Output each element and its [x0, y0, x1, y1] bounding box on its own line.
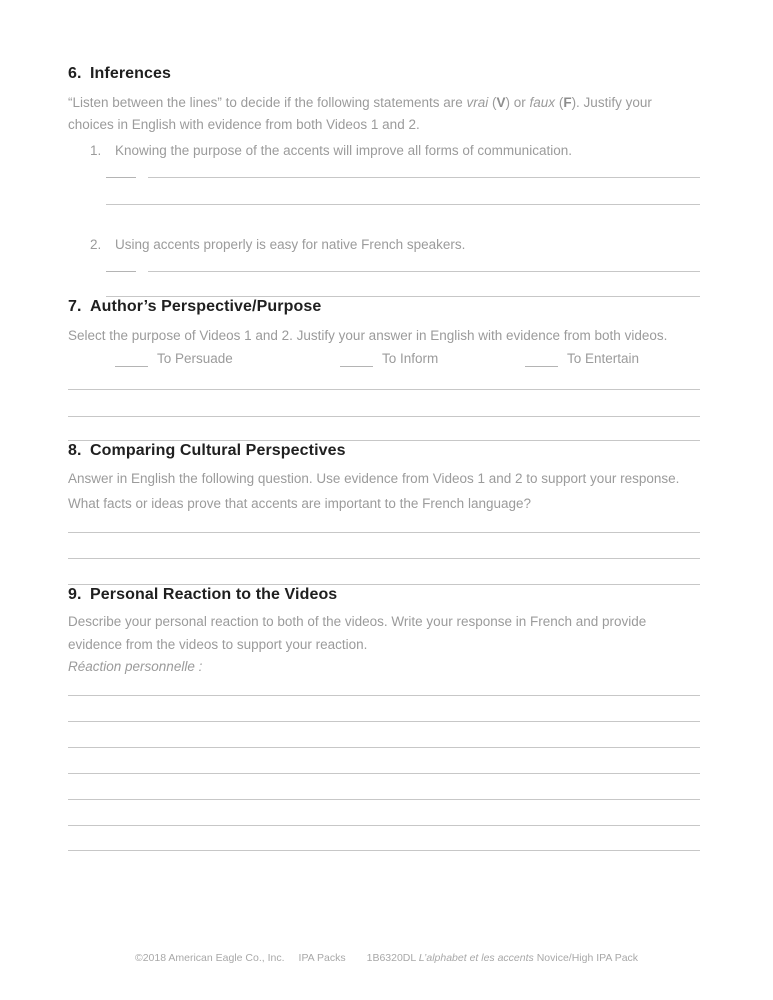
section-8-instructions: Answer in English the following question. Use evidence from Videos 1 and 2 to support your response. — [68, 471, 680, 486]
product-title-italic: L’alphabet et les accents — [418, 952, 534, 964]
item-2-answer-line — [148, 254, 700, 272]
section-7-heading — [68, 297, 700, 317]
instruction-text: ( — [555, 95, 564, 110]
section-8-heading — [68, 441, 700, 461]
to-persuade-blank — [115, 351, 148, 367]
section-6-instructions — [68, 92, 700, 136]
product-code: 1B6320DL — [366, 952, 416, 964]
item-1-text: Knowing the purpose of the accents will improve all forms of communication. — [115, 143, 572, 158]
answer-line — [68, 748, 700, 774]
page-content — [68, 0, 700, 851]
answer-line — [68, 696, 700, 722]
section-9-number: 9. — [68, 586, 82, 603]
section-9-title: Personal Reaction to the Videos — [90, 586, 338, 603]
page-footer — [0, 951, 773, 965]
instruction-text: ( — [488, 95, 497, 110]
item-1-answer-row — [68, 160, 700, 178]
item-2-answer-line-2 — [106, 272, 700, 297]
option-to-inform — [340, 351, 525, 367]
to-inform-label: To Inform — [382, 351, 439, 366]
section-8-number: 8. — [68, 442, 82, 459]
question-item-1 — [68, 141, 700, 160]
item-2-text: Using accents properly is easy for native French speakers. — [115, 237, 466, 252]
v-bold: V — [496, 95, 506, 110]
section-7-instructions: Select the purpose of Videos 1 and 2. Justify your answer in English with evidence from both videos. — [68, 328, 668, 343]
section-6-heading — [68, 64, 700, 84]
option-to-persuade — [115, 351, 340, 367]
instruction-text: ) or — [505, 95, 530, 110]
item-1-number: 1. — [90, 143, 102, 158]
item-1-vf-blank — [106, 160, 136, 178]
item-1-answer-line-2 — [106, 178, 700, 205]
answer-line — [68, 533, 700, 559]
answer-line — [68, 515, 700, 533]
answer-line — [68, 390, 700, 417]
section-6-number: 6. — [68, 65, 82, 82]
to-entertain-label: To Entertain — [567, 351, 640, 366]
f-bold: F — [563, 95, 572, 110]
vrai-italic: vrai — [466, 95, 489, 110]
answer-line — [68, 559, 700, 585]
answer-line — [68, 800, 700, 826]
reaction-personnelle-label: Réaction personnelle : — [68, 659, 203, 674]
instruction-text: ). Justify your choices in English with evidence from both Videos 1 and 2. — [68, 95, 652, 132]
item-2-answer-row — [68, 254, 700, 272]
item-1-answer-line — [148, 160, 700, 178]
answer-line — [68, 417, 700, 441]
faux-italic: faux — [529, 95, 556, 110]
copyright-text: ©2018 American Eagle Co., Inc. — [134, 952, 285, 964]
purpose-options-row — [68, 351, 700, 367]
item-2-vf-blank — [106, 254, 136, 272]
answer-line — [68, 722, 700, 748]
question-item-2 — [68, 235, 700, 254]
to-persuade-label: To Persuade — [157, 351, 233, 366]
section-7-title: Author’s Perspective/Purpose — [90, 298, 322, 315]
section-8-question: What facts or ideas prove that accents are important to the French language? — [68, 496, 532, 511]
answer-line — [68, 826, 700, 851]
instruction-text: “Listen between the lines” to decide if the following statements are — [68, 95, 467, 110]
to-entertain-blank — [525, 351, 558, 367]
section-6-title: Inferences — [90, 65, 172, 82]
answer-line — [68, 676, 700, 696]
answer-line — [68, 774, 700, 800]
item-2-number: 2. — [90, 237, 102, 252]
series-name: IPA Packs — [298, 952, 346, 964]
section-8-title: Comparing Cultural Perspectives — [90, 442, 346, 459]
section-7-number: 7. — [68, 298, 82, 315]
answer-line — [68, 367, 700, 390]
option-to-entertain — [525, 351, 639, 367]
product-level: Novice/High IPA Pack — [536, 952, 639, 964]
to-inform-blank — [340, 351, 373, 367]
section-9-heading — [68, 585, 700, 605]
section-9-instructions: Describe your personal reaction to both of the videos. Write your response in French and provide evidence from the videos to support your reaction. — [68, 614, 647, 652]
